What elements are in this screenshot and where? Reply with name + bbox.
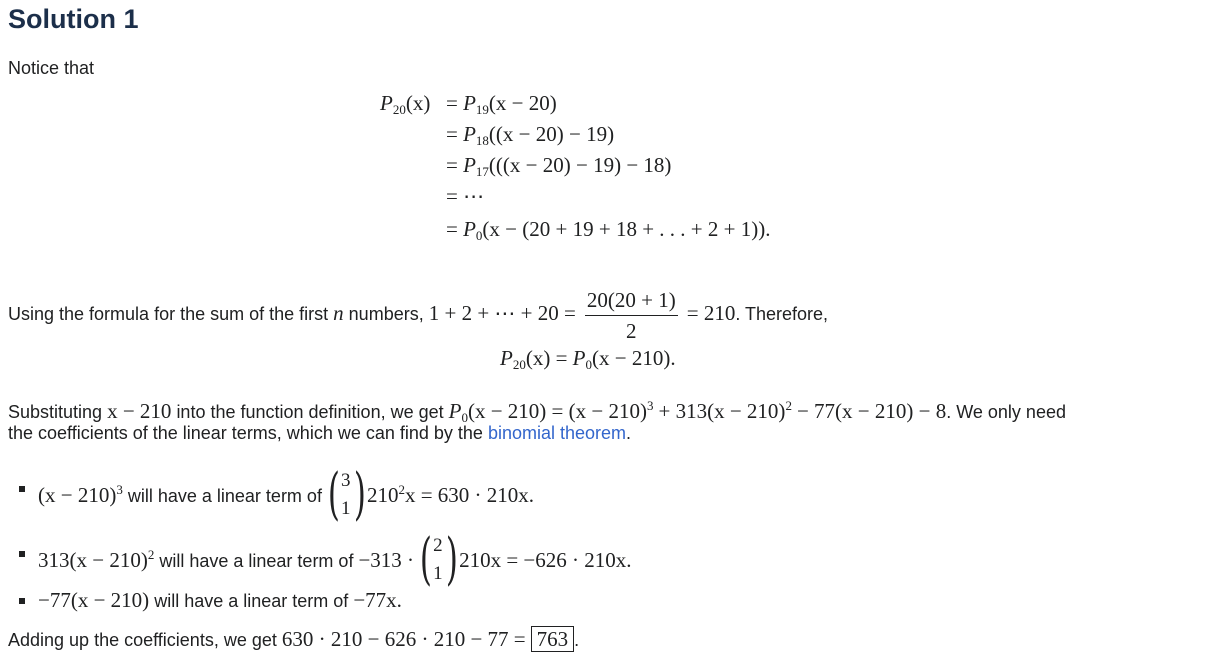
bullet-marker-2: [19, 551, 25, 557]
sum-text-after: . Therefore,: [735, 304, 829, 324]
equation-row-4: = ⋯: [446, 184, 485, 208]
sum-result: = 210: [686, 301, 736, 325]
conclusion-line: Adding up the coefficients, we get 630 · 210 − 626 · 210 − 77 = 763 .: [8, 627, 580, 651]
bullet-marker-1: [19, 486, 25, 492]
substitution-expr: x − 210: [107, 399, 172, 423]
substitution-line-1: Substituting x − 210 into the function definition, we get $P_0(x - 210) = (x - 210)^3 + 313(x - 210)^2 - 77(x - 210) - 8$. We only need: [8, 398, 1066, 425]
answer-box: 763: [531, 626, 575, 652]
equation-row-3: = $P_{17}(((x - 20) - 19) - 18)$: [446, 153, 672, 179]
fraction-numerator: 20(20 + 1): [585, 287, 678, 316]
substitution-line-2: the coefficients of the linear terms, which we can find by the binomial theorem.: [8, 423, 632, 443]
conclusion-expr: 630 · 210 − 626 · 210 − 77 =: [281, 627, 526, 651]
intro-text: Notice that: [8, 58, 95, 78]
sum-text-mid: numbers,: [348, 304, 424, 324]
bullet-item-3: −77(x − 210) will have a linear term of −77x.: [38, 588, 402, 612]
bullet-item-1: $(x - 210)^3$ will have a linear term of ( 3 1 ) $210^2x = 630 \cdot 210x$.: [38, 462, 535, 528]
fraction-denominator: 2: [626, 318, 637, 343]
sum-text-before: Using the formula for the sum of the first: [8, 304, 329, 324]
equation-row-2: = $P_{18}((x - 20) - 19)$: [446, 122, 615, 148]
sum-formula-line: [8, 283, 828, 345]
sum-fraction: [585, 287, 678, 344]
binomial-coefficient-2: ( 2 1 ): [419, 527, 459, 593]
binomial-coefficient-1: ( 3 1 ): [327, 462, 367, 528]
solution-heading: Solution 1: [8, 4, 139, 34]
equation-row-5: = $P_0(x - (20 + 19 + 18$ + . . . + 2 + 1)).: [446, 217, 771, 243]
bullet-marker-3: [19, 598, 25, 604]
bullet-item-2: $313(x - 210)^2$ will have a linear term of −313 · ( 2 1 ) 210x = −626 · 210x.: [38, 527, 632, 593]
sum-expression: 1 + 2 + ⋯ + 20 =: [428, 301, 576, 325]
var-n: n: [333, 301, 344, 325]
equation-lhs: $P_{20}(x)$: [380, 91, 431, 117]
display-equation: $P_{20}(x) = P_0(x - 210)$.: [500, 346, 676, 372]
equation-row-1: = $P_{19}(x - 20)$: [446, 91, 557, 117]
binomial-theorem-link[interactable]: binomial theorem: [487, 423, 627, 443]
